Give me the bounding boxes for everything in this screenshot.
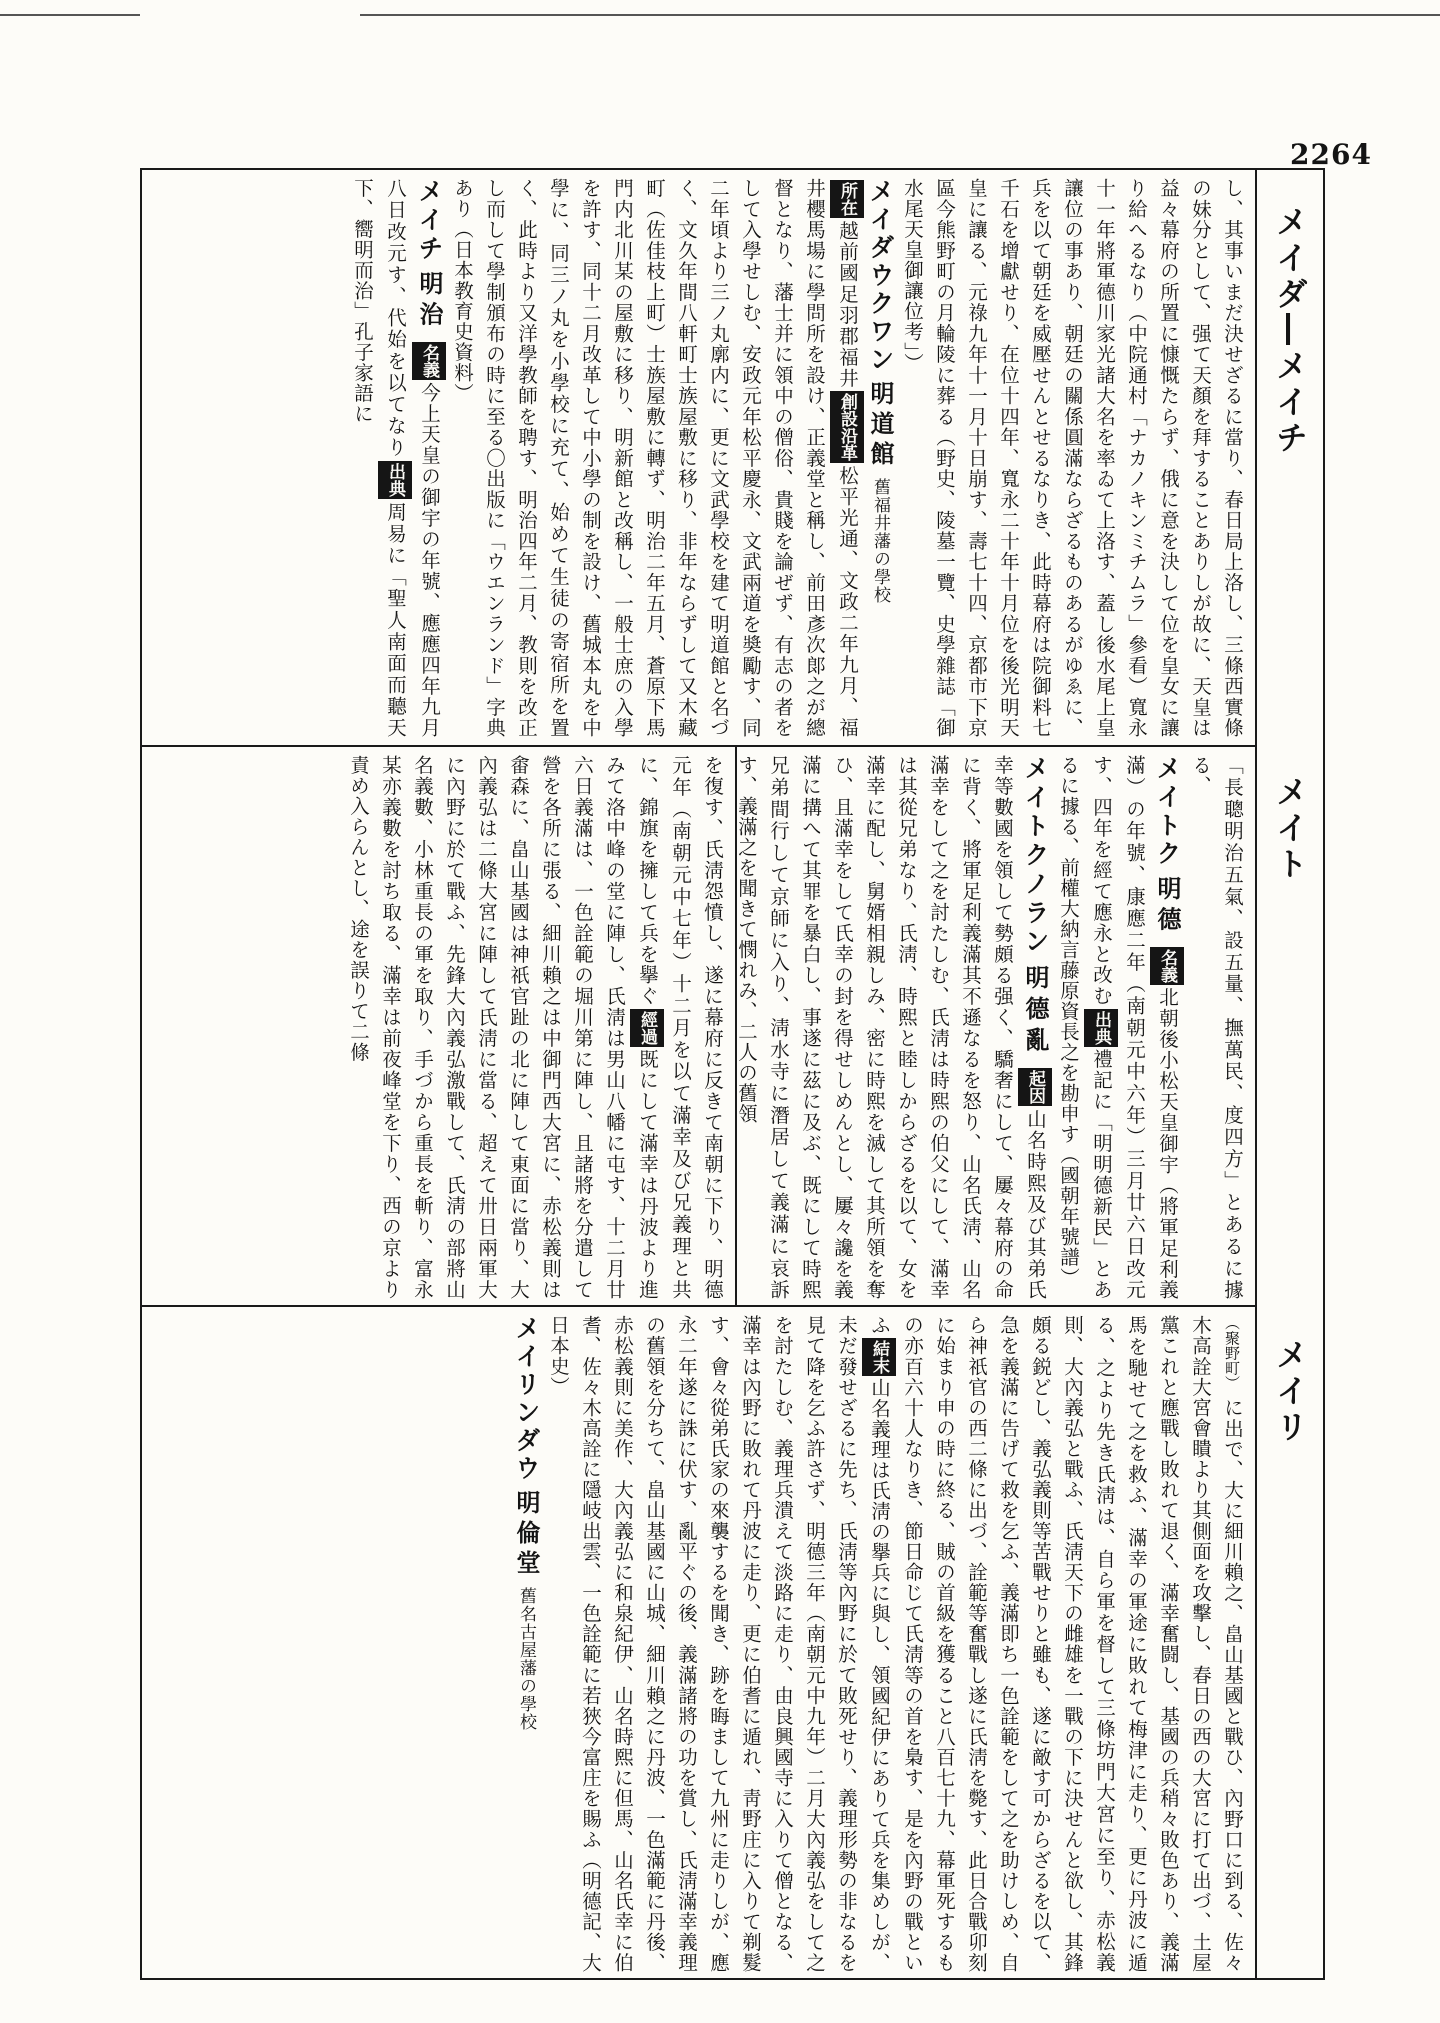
tag-ikkou: 經過 xyxy=(630,1009,664,1047)
tag-meaning-meitoku: 名義 xyxy=(1150,947,1184,985)
top-band-text xyxy=(150,178,1248,738)
entry-body-meidoukan-1: 越前國足羽郡福井 xyxy=(836,220,859,389)
tag-source-meitoku: 出典 xyxy=(1084,1009,1118,1047)
entry-body-meitokunoran-cont-2: 既にして滿幸は丹波より進みて洛中峰の堂に陣し、氏淸は男山八幡に屯す、十二月廿六日義滿は、一色詮範の堀川第に陣し、且諸將を分遣して營を各所に張る、細川賴之は中御門西大宮に、赤松義則は畬森に、畠山基國は神祇官趾の北に陣して東面に當り、大內義弘は二條大宮に陣して氏淸に當る、超えて卅日兩軍大に內野に於て戰ふ、先鋒大內義弘激戰して、氏淸の部將山名義數、小林重長の軍を取り、手づから重長を斬り、富永某亦義數を討ち取る、滿幸は前夜峰堂を下り、西の京より責め入らんとし、途を誤りて二條 xyxy=(347,755,659,1301)
entry-body-meitokunoran-cont-4: 山名義理は氏淸の擧兵に與し、領國紀伊にありて兵を集めしが、未だ發せざるに先ち、氏淸等內野に於て敗死せり、義理形勢の非なるを見て降を乞ふ許さず、明德三年（南朝元中九年）二月大內義弘をして之を討たしむ、義理兵潰えて淡路に走り、由良興國寺に入りて僧となる、滿幸は內野に敗れて丹波に走り、更に伯耆に遁れ、靑野庄に入りて剃髮す、會々從弟氏家の來襲するを聞き、跡を晦まして九州に走りしが、應永二年遂に誅に伏す、亂平ぐの後、義滿諸將の功を賞し、氏淸滿幸義理の舊領を分ちて、畠山基國に山城、細川賴之に丹波、一色滿範に丹後、赤松義則に美作、大內義弘に和泉紀伊、山名時熙に但馬、山名氏幸に伯耆、佐々木高詮に隱岐出雲、一色詮範に若狹今富庄を賜ふ（明德記、大日本史） xyxy=(547,1315,891,1974)
entry-body-meidoukan-2: 松平光通、文政二年九月、福井櫻馬場に學問所を設け、正義堂と稱し、前田彥次郞之が總督となり、藩士并に領中の僧俗、貴賤を論ぜず、有志の者をして入學せしむ、安政元年松平慶永、文武兩道を奬勵す、同二年頃より三ノ丸廓内に、更に文武學校を建て明道館と名づく、文久年間八軒町士族屋敷に移り、非年ならずして又木藏町（佐佳枝上町）士族屋敷に轉ず、明治二年五月、蒼原下馬門内北川某の屋敷に移り、明新館と改稱し、一般士庶の入學を許す、同十二月改革して中小學の制を設け、舊城本丸を中學に、同三ノ丸を小學校に充て、始めて生徒の寄宿所を置く、此時より又洋學教師を聘す、明治四年二月、教則を改正し而して學制頒布の時に至る〇出版に「ウエンランド」字典あり（日本教育史資料） xyxy=(451,178,859,739)
middle-right-text xyxy=(735,755,1248,1301)
entry-body-meitoku-2: 禮記に「明明德新民」とあるに據る、前權大納言藤原資長之を勘申す（國朝年號譜） xyxy=(1057,755,1113,1301)
entry-body-meitokunoran-cont-1: を復す、氏淸怨憤し、遂に幕府に反きて南朝に下り、明德元年（南朝元中七年）十二月を以て滿幸及び兄義理と共に、錦旗を擁して兵を擧ぐ xyxy=(636,755,724,1300)
header-column-rule xyxy=(1255,168,1257,1980)
tag-event: 起因 xyxy=(1018,1068,1052,1106)
tag-yamana: 結末 xyxy=(862,1338,896,1376)
entry-body-meiji-1: 今上天皇の御宇の年號、應應四年九月八日改元す、代始を以てなり xyxy=(384,178,441,739)
entry-title-meichi: メイチ xyxy=(415,178,444,264)
entry-kanji-meiji: 明治 xyxy=(415,271,444,332)
entry-note-meidoukan: 舊福井藩の學校 xyxy=(870,478,890,605)
page-number: 2264 xyxy=(1290,138,1372,171)
entry-kanji-meitokunoran: 明德亂 xyxy=(1021,965,1050,1058)
entry-title-meidaukuwan: メイダウクワン xyxy=(866,178,895,374)
entry-body-meitoku-1: 北朝後小松天皇御宇（將軍足利義滿）の年號、康應二年（南朝元中六年）三月廿六日改元す、四年を經て應永と改む xyxy=(1090,755,1179,1301)
row-rule-1 xyxy=(140,745,1257,747)
bottom-band-text xyxy=(150,1315,1248,1973)
section-head-meiri: メイリ xyxy=(1271,1338,1309,1446)
tag-location: 所在 xyxy=(830,180,864,218)
entry-kanji-meirindou: 明倫堂 xyxy=(512,1490,541,1581)
entry-kanji-meitoku: 明德 xyxy=(1153,876,1182,937)
tag-source: 出典 xyxy=(378,461,412,499)
page-side-note: （聚野町） xyxy=(1223,1315,1241,1391)
continuation-text-meiji: 「長聰明治五氣、設五量、撫萬民、度四方」とあるに據る、 xyxy=(1189,755,1244,1300)
row-rule-2 xyxy=(140,1305,1257,1307)
entry-body-meiji-2: 周易に「聖人南面而聽天下、嚮明而治」孔子家語に xyxy=(351,178,407,739)
continuation-text-top: し、其事いまだ決せざるに當り、春日局上洛し、三條西實條の妹分として、强て天顏を拜することありしが故に、天皇は益々幕府の所置に慷慨たらず、俄に意を決して位を皇女に讓り給へるなり（中院通村「ナカノキンミチムラ」參看）寬永十一年將軍德川家光諸大名を率ゐて上洛す、蓋し後水尾上皇讓位の事あり、朝廷の關係圓滿ならざるものあるがゆゑに、兵を以て朝廷を威壓せんとせるなりき、此時幕府は院御料七千石を增獻せり、在位十四年、寬永二十年十月位を後光明天皇に讓る、元祿九年十一月十日崩す、壽七十四、京都市下京區今熊野町の月輪陵に葬る（野史、陵墓一覽、史學雜誌「御水尾天皇御讓位考」） xyxy=(901,178,1244,738)
tag-founder: 創設沿革 xyxy=(830,391,864,463)
tag-meaning: 名義 xyxy=(412,342,446,380)
top-rule-right xyxy=(360,14,1440,16)
entry-title-meitokunoran: メイトクノラン xyxy=(1021,755,1050,958)
top-rule-left xyxy=(0,14,140,16)
middle-left-text xyxy=(150,755,728,1300)
section-head-meida-meichi: メイダ―メイチ xyxy=(1271,205,1309,457)
entry-body-meitokunoran: 山名時熙及び其弟氏幸等數國を領して勢頗る强く、驕奢にして、屢々幕府の命に背く、將軍足利義滿其不遜なるを怒り、山名氏淸、山名滿幸をして之を討たしむ、氏淸は時熙の伯父にして、滿幸は其從兄弟なり、氏淸、時熙と睦しからざるを以て、女を滿幸に配し、舅婿相親しみ、密に時熙を滅して其所領を奪ひ、且滿幸をして氏幸の封を得せしめんとし、屢々讒を義滿に搆へて其罪を暴白し、事遂に茲に及ぶ、既にして時熙兄弟間行して京師に入り、淸水寺に潛居して義滿に哀訴す、義滿之を聞きて憫れみ、二人の舊領 xyxy=(735,755,1047,1301)
entry-body-meitokunoran-cont-3: に出で、大に細川賴之、畠山基國と戰ひ、內野口に到る、佐々木高詮大宮會瞶より其側面を攻擊し、春日の西の大宮に打て出づ、土屋黨これと應戰し敗れて退く、滿幸奮闘し、基國の兵稍々敗色あり、義滿馬を馳せて之を救ふ、滿幸の軍途に敗れて梅津に走り、更に丹波に遁る、之より先き氏淸は、自ら軍を督して三條坊門大宮に至り、赤松義則、大內義弘と戰ふ、氏淸天下の雌雄を一戰の下に決せんと欲し、其鋒頗る鋭どし、義弘義則等苦戰せりと雖も、遂に敵す可からざるを以て、急を義滿に告げて救を乞ふ、義滿即ち一色詮範をして之を助けしめ、自ら神祇官の西二條に出づ、詮範等奮戰し遂に氏淸を斃す、此日合戰卯刻に始まり申の時に終る、賊の首級を獲ること八百七十九、幕軍死するもの亦百六十人なりき、節日命じて氏淸等の首を梟す、是を內野の戰といふ xyxy=(868,1315,1244,1974)
entry-title-meirindau: メイリンダウ xyxy=(512,1315,541,1483)
entry-note-meirindou: 舊名古屋藩の學校 xyxy=(516,1587,536,1732)
section-head-meito: メイト xyxy=(1271,775,1309,883)
entry-title-meitoku: メイトク xyxy=(1153,755,1182,869)
entry-kanji-meidoukan: 明道館 xyxy=(866,381,895,472)
